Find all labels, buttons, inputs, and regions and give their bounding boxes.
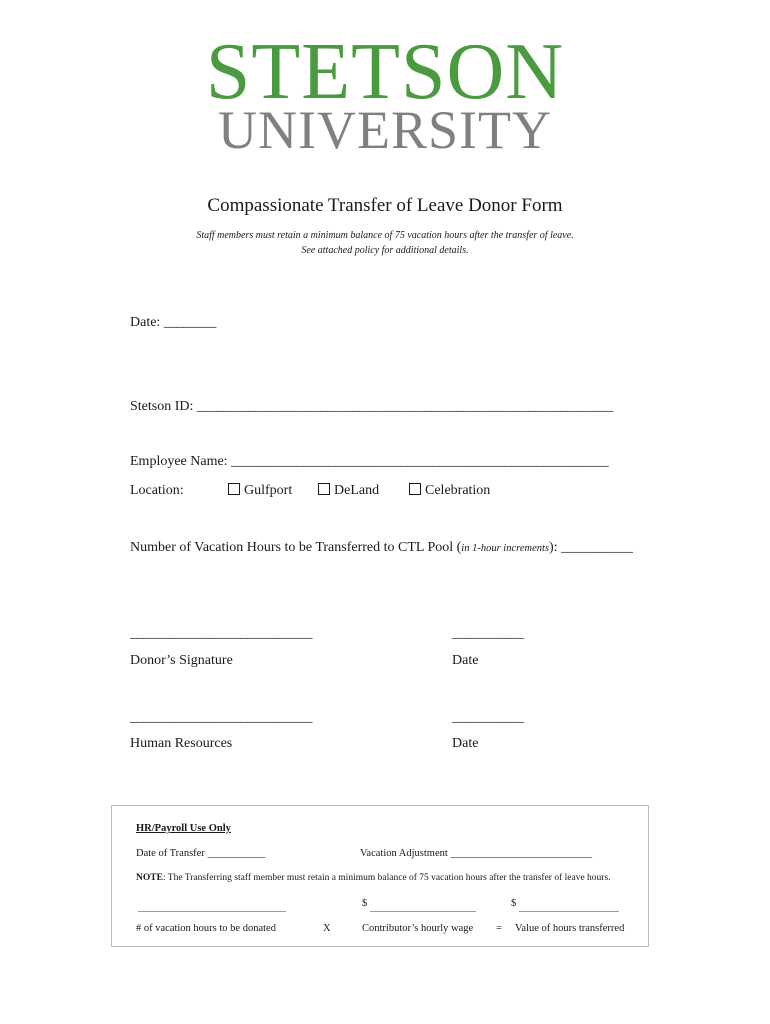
hr-note xyxy=(136,872,616,884)
vacation-hours-increment-note: in 1-hour increments xyxy=(461,543,549,554)
date-field[interactable] xyxy=(130,315,216,331)
date-label: Date: xyxy=(130,315,164,330)
hr-note-label: NOTE xyxy=(136,873,163,883)
donor-signature-label: Donor’s Signature xyxy=(130,653,233,668)
checkbox-gulfport[interactable] xyxy=(228,483,240,495)
location-option-label: Gulfport xyxy=(244,483,293,498)
hourly-wage-dollar: $ xyxy=(362,898,368,909)
vacation-adjustment-field[interactable]: Vacation Adjustment ___________________________ xyxy=(360,848,593,859)
hours-donated-blank[interactable] xyxy=(138,900,286,912)
date-of-transfer-field[interactable]: Date of Transfer ___________ xyxy=(136,848,266,859)
donor-date-line[interactable]: ___________ xyxy=(452,626,524,641)
form-subtitle-details: See attached policy for additional details. xyxy=(301,245,469,256)
location-option-celebration[interactable] xyxy=(409,483,490,499)
vacation-hours-blank[interactable]: ___________ xyxy=(561,540,633,555)
hr-payroll-box xyxy=(111,805,649,947)
value-transferred-blank[interactable] xyxy=(519,900,619,912)
value-dollar: $ xyxy=(511,898,517,909)
hourly-wage-label: Contributor’s hourly wage xyxy=(362,923,474,934)
times-symbol: X xyxy=(323,923,331,934)
hourly-wage-blank[interactable] xyxy=(370,900,476,912)
location-option-label: DeLand xyxy=(334,483,380,498)
vacation-hours-label-close: ): xyxy=(548,540,562,555)
employee-name-blank[interactable]: __________________________________________________________ xyxy=(231,454,609,469)
checkbox-deland[interactable] xyxy=(318,483,330,495)
date-blank[interactable]: ________ xyxy=(163,315,216,330)
value-transferred-label: Value of hours transferred xyxy=(515,923,625,934)
vacation-hours-field[interactable] xyxy=(130,540,633,556)
vacation-hours-label: Number of Vacation Hours to be Transferred to CTL Pool ( xyxy=(130,540,462,555)
location-option-deland[interactable] xyxy=(318,483,379,499)
stetson-id-blank[interactable]: ________________________________________________________________ xyxy=(196,399,613,414)
stetson-id-field[interactable] xyxy=(130,399,613,415)
hr-date-line[interactable]: ___________ xyxy=(452,710,524,725)
stetson-id-label: Stetson ID: xyxy=(130,399,197,414)
location-option-gulfport[interactable] xyxy=(228,483,292,499)
employee-name-field[interactable] xyxy=(130,454,608,470)
donor-signature-line[interactable]: ____________________________ xyxy=(130,626,312,641)
hr-signature-line[interactable]: ____________________________ xyxy=(130,710,312,725)
location-label: Location: xyxy=(130,483,184,498)
donor-date-label: Date xyxy=(452,653,479,668)
checkbox-celebration[interactable] xyxy=(409,483,421,495)
hr-date-label: Date xyxy=(452,736,479,751)
form-subtitle-policy: Staff members must retain a minimum balance of 75 vacation hours after the transfer of leave. xyxy=(196,230,574,241)
form-title: Compassionate Transfer of Leave Donor Form xyxy=(207,195,563,216)
logo-university: UNIVERSITY xyxy=(218,100,552,160)
hours-donated-label: # of vacation hours to be donated xyxy=(136,923,276,934)
location-option-label: Celebration xyxy=(425,483,491,498)
logo-stetson: STETSON xyxy=(205,28,565,116)
hr-note-text: : The Transferring staff member must retain a minimum balance of 75 vacation hours after the transfer of leave hours. xyxy=(162,873,611,883)
employee-name-label: Employee Name: xyxy=(130,454,232,469)
hr-payroll-title: HR/Payroll Use Only xyxy=(136,823,231,834)
hr-signature-label: Human Resources xyxy=(130,736,233,751)
equals-symbol: = xyxy=(496,923,502,934)
